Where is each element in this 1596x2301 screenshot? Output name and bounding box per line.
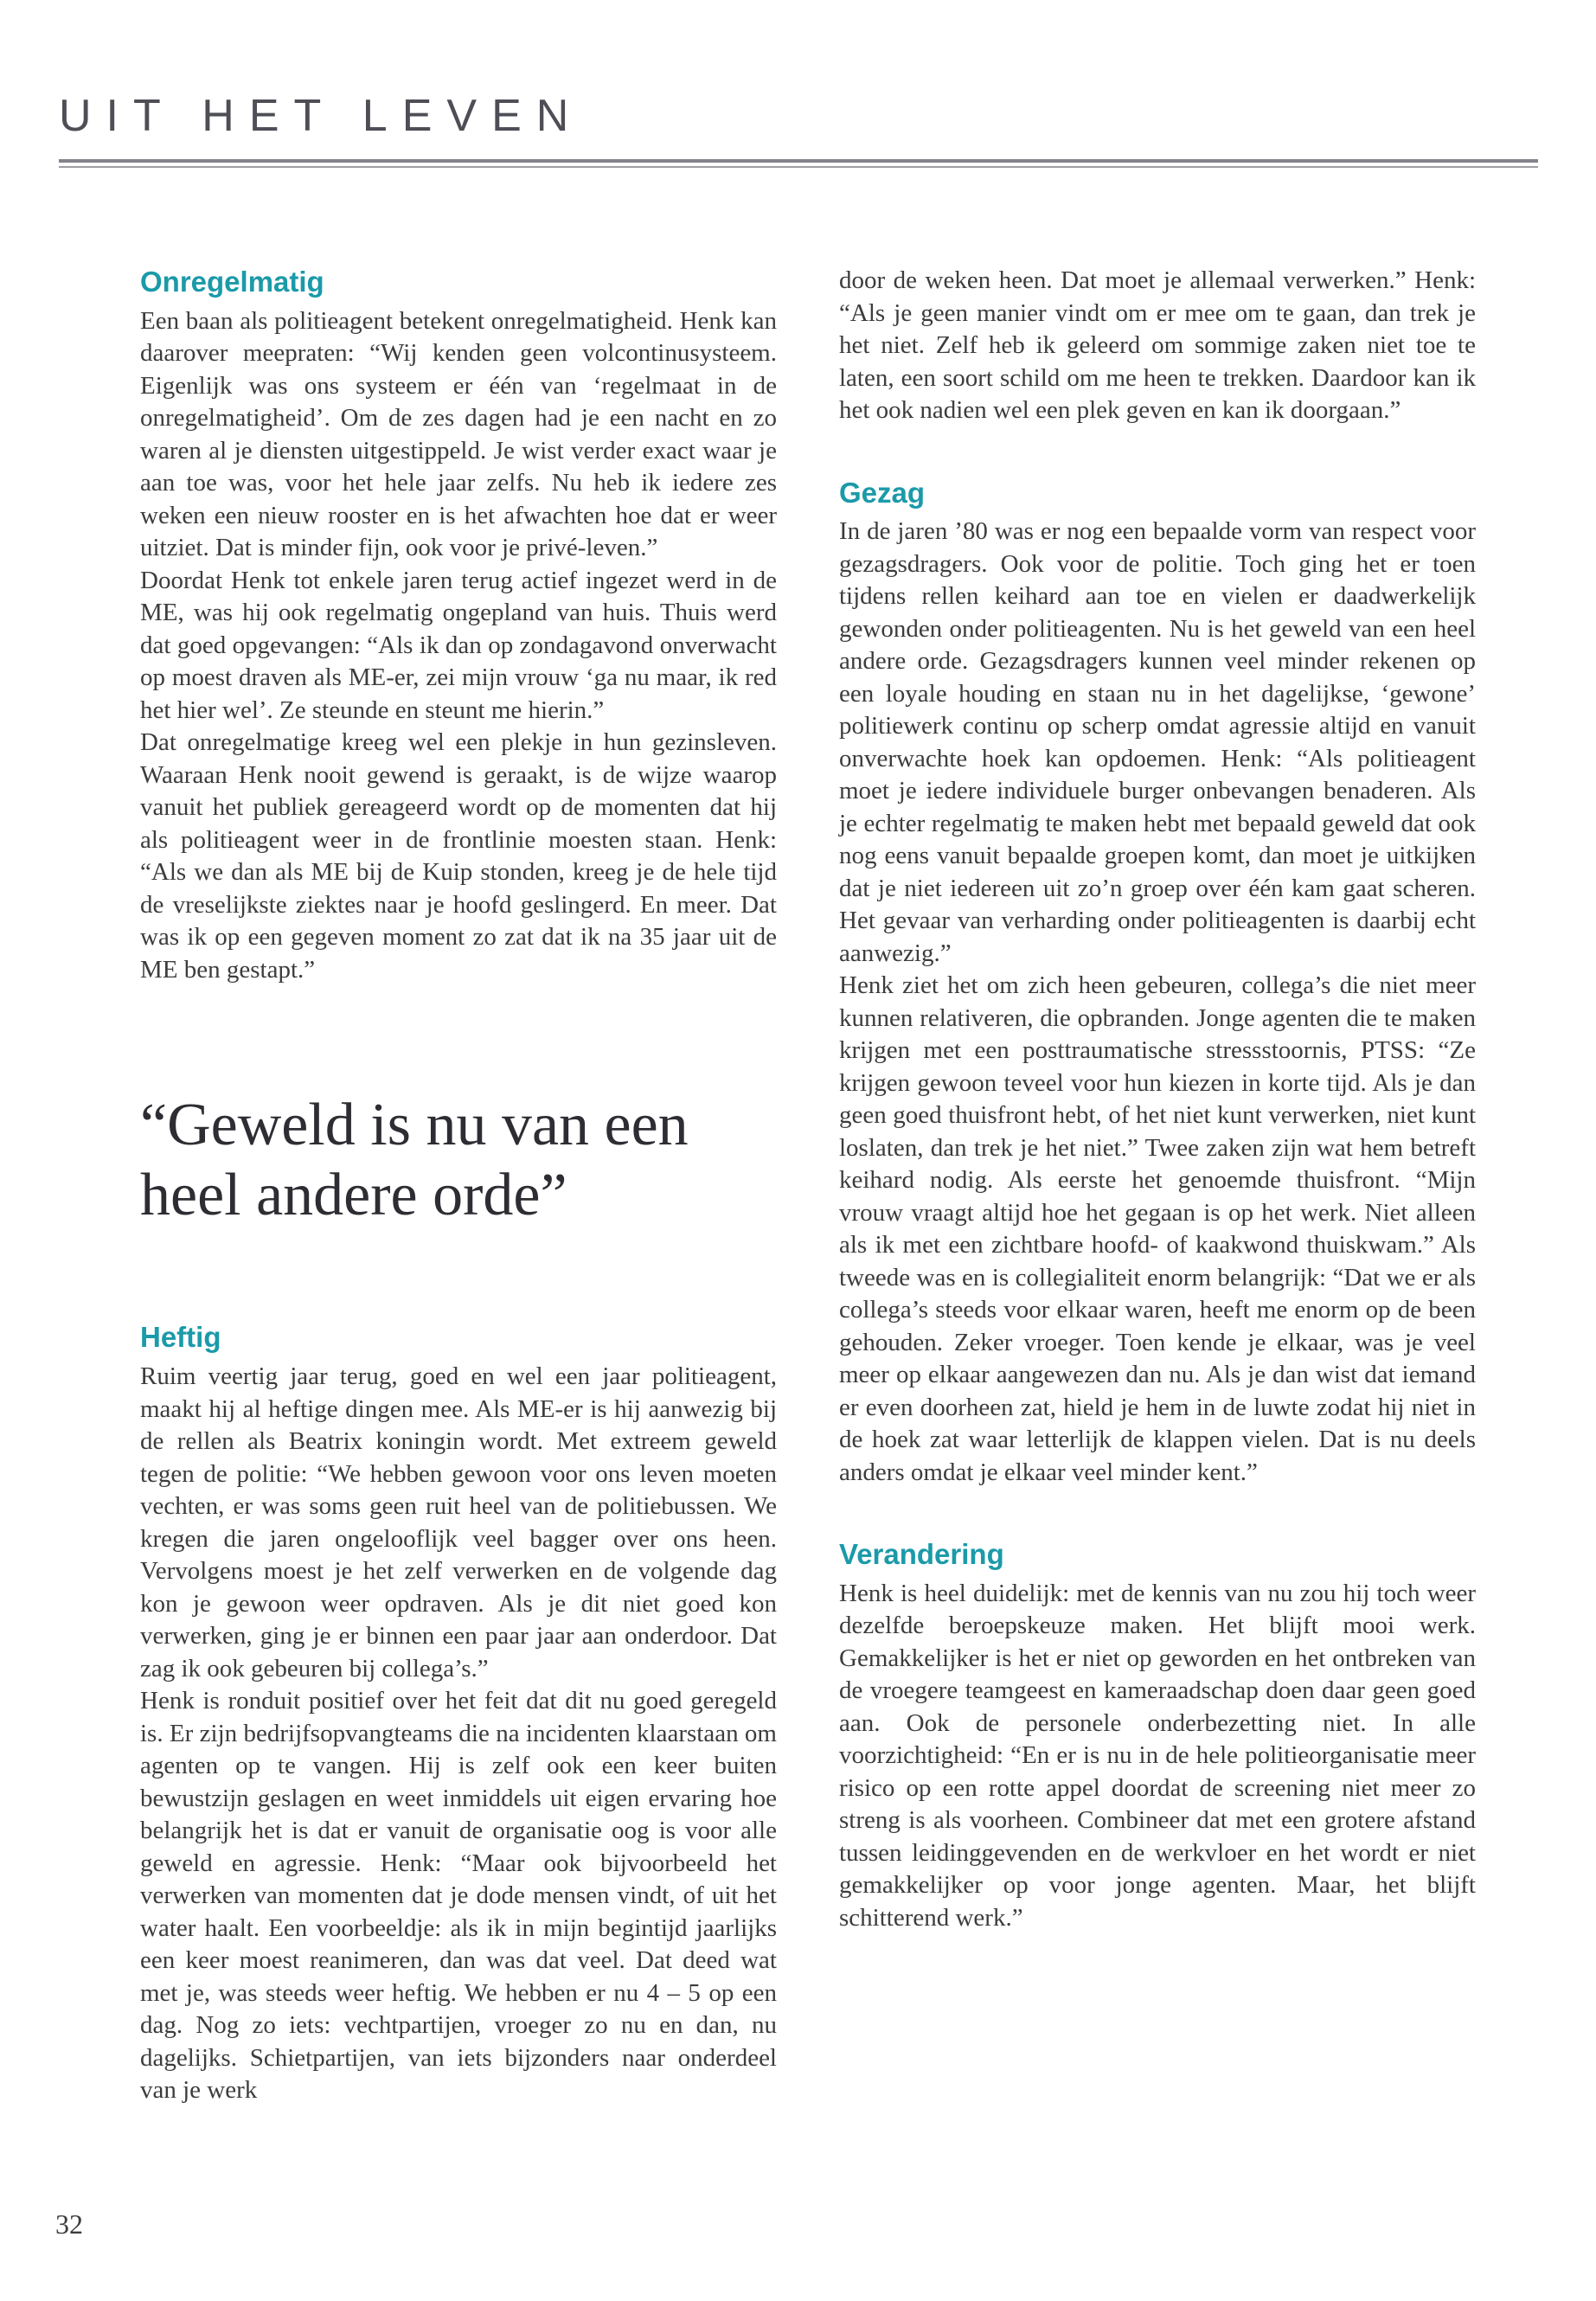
left-column bbox=[140, 265, 777, 2107]
section-onregelmatig bbox=[140, 265, 777, 986]
pull-quote-line: heel andere orde” bbox=[140, 1162, 567, 1229]
paragraph: Doordat Henk tot enkele jaren terug actief ingezet werd in de ME, was hij ook regelmatig ongepland van huis. Thuis werd dat goed opgevangen: “Als ik dan op zondagavond onverwacht op moest draven als ME-er, zei mijn vrouw ‘ga nu maar, ik red het hier wel’. Ze steunde en steunt me hierin.” bbox=[140, 566, 777, 724]
paragraph: Ruim veertig jaar terug, goed en wel een jaar politieagent, maakt hij al heftige dingen mee. Als ME-er is hij aanwezig bij de rellen als Beatrix koningin wordt. Met extreem geweld tegen de politie: “We hebben gewoon voor ons leven moeten vechten, er was soms geen ruit heel van de politiebussen. We kregen die jaren ongelooflijk veel bagger over ons heen. Vervolgens moest je het zelf verwerken en de volgende dag kon je gewoon weer opdraven. Als je dit niet goed kon verwerken, ging je er binnen een paar jaar aan onderdoor. Dat zag ik ook gebeuren bij collega’s.” bbox=[140, 1362, 777, 1682]
continuation-paragraph: door de weken heen. Dat moet je allemaal verwerken.” Henk: “Als je geen manier vindt om er mee om te gaan, dan trek je het niet. Zelf heb ik geleerd om sommige zaken niet toe te laten, een soort schild om me heen te trekken. Daardoor kan ik het ook nadien wel een plek geven en kan ik doorgaan.” bbox=[839, 266, 1476, 424]
paragraph: Henk is heel duidelijk: met de kennis van nu zou hij toch weer dezelfde beroepskeuze maken. Het blijft mooi werk. Gemakkelijker is het er niet op geworden en het ontbreken van de vroegere teamgeest en kameraadschap doen daar geen goed aan. Ook de personele onderbezetting niet. In alle voorzichtigheid: “En er is nu in de hele politieorganisatie meer risico op een rotte appel doordat de screening niet meer zo streng is als voorheen. Combineer dat met een grotere afstand tussen leidinggevenden en de werkvloer en het wordt er niet gemakkelijker op voor jonge agenten. Maar, het blijft schitterend werk.” bbox=[839, 1579, 1476, 1932]
page-number: 32 bbox=[55, 2208, 83, 2240]
page-title: UIT HET LEVEN bbox=[59, 91, 584, 141]
right-column bbox=[839, 265, 1476, 2107]
paragraph: Henk is ronduit positief over het feit dat dit nu goed geregeld is. Er zijn bedrijfsopvangteams die na incidenten klaarstaan om agenten op te vangen. Hij is zelf ook een keer buiten bewustzijn geslagen en weet inmiddels uit eigen ervaring hoe belangrijk het is dat er vanuit de organisatie oog is voor alle geweld en agressie. Henk: “Maar ook bijvoorbeeld het verwerken van momenten dat je dode mensen vindt, of uit het water haalt. Een voorbeeldje: als ik in mijn begintijd jaarlijks een keer moest reanimeren, dan was dat veel. Dat deed wat met je, was steeds weer heftig. We hebben er nu 4 – 5 op een dag. Nog zo iets: vechtpartijen, vroeger zo nu en dan, nu dagelijks. Schietpartijen, van iets bijzonders naar onderdeel van je werk bbox=[140, 1687, 777, 2105]
section-heading-onregelmatig: Onregelmatig bbox=[140, 266, 324, 298]
paragraph: In de jaren ’80 was er nog een bepaalde vorm van respect voor gezagsdragers. Ook voor de politie. Toch ging het er toen tijdens rellen keihard aan toe en vielen er daadwerkelijk gewonden onder politieagenten. Nu is het geweld van een heel andere orde. Gezagsdragers kunnen veel minder rekenen op een loyale houding en staan nu in het dagelijkse, ‘gewone’ politiewerk continu op scherp omdat agressie altijd en vanuit onverwachte hoek kan opdoemen. Henk: “Als politieagent moet je iedere individuele burger onbevangen benaderen. Als je echter regelmatig te maken hebt met bepaald geweld dat ook nog eens vanuit bepaalde groepen komt, dan moet je uitkijken dat je niet iedereen uit zo’n groep over één kam gaat scheren. Het gevaar van verharding onder politieagenten is daarbij echt aanwezig.” bbox=[839, 517, 1476, 967]
pull-quote bbox=[140, 1090, 777, 1230]
section-verandering bbox=[839, 1537, 1476, 1934]
section-gezag bbox=[839, 476, 1476, 1490]
header-divider-rule bbox=[59, 159, 1538, 168]
paragraph: Henk ziet het om zich heen gebeuren, collega’s die niet meer kunnen relativeren, die opbranden. Jonge agenten die te maken krijgen met een posttraumatische stressstoornis, PTSS: “Ze krijgen gewoon teveel voor hun kiezen in korte tijd. Als je dan geen goed thuisfront hebt, of het niet kunt verwerken, niet kunt loslaten, dan trek je het niet.” Twee zaken zijn wat hem betreft keihard nodig. Als eerste het genoemde thuisfront. “Mijn vrouw vraagt altijd hoe het gegaan is op het werk. Niet alleen als ik met een zichtbare hoofd- of kaakwond thuiskwam.” Als tweede was en is collegialiteit enorm belangrijk: “Dat we er als collega’s steeds voor elkaar waren, heeft me enorm op de been gehouden. Zeker vroeger. Toen kende je elkaar, was je veel meer op elkaar aangewezen dan nu. Als je dan wist dat iemand er even doorheen zat, hield je hem in de luwte zodat hij niet in de hoek zat waar letterlijk de klappen vielen. Dat is nu deels anders omdat je elkaar veel minder kent.” bbox=[839, 971, 1476, 1486]
masthead bbox=[0, 0, 1596, 141]
section-heading-gezag: Gezag bbox=[839, 476, 926, 509]
section-heading-heftig: Heftig bbox=[140, 1321, 221, 1354]
pull-quote-line: “Geweld is nu van een bbox=[140, 1092, 689, 1159]
paragraph: Dat onregelmatige kreeg wel een plekje in hun gezinsleven. Waaraan Henk nooit gewend is geraakt, is de wijze waarop vanuit het publiek gereageerd wordt op de momenten dat hij als politieagent weer in de frontlinie moesten staan. Henk: “Als we dan als ME bij de Kuip stonden, kreeg je de hele tijd de vreselijkste ziektes naar je hoofd geslingerd. En meer. Dat was ik op een gegeven moment zo zat dat ik na 35 jaar uit de ME ben gestapt.” bbox=[140, 728, 777, 984]
section-heading-verandering: Verandering bbox=[839, 1538, 1004, 1571]
article-body bbox=[140, 265, 1475, 2107]
section-heftig bbox=[140, 1320, 777, 2106]
paragraph: Een baan als politieagent betekent onregelmatigheid. Henk kan daarover meepraten: “Wij kenden geen volcontinusysteem. Eigenlijk was ons systeem er één van ‘regelmaat in de onregelmatigheid’. Om de zes dagen had je een nacht en zo waren al je diensten uitgestippeld. Je wist verder exact waar je aan toe was, voor het hele jaar zelfs. Nu heb ik iedere zes weken een nieuw rooster en is het afwachten hoe dat er weer uitziet. Dat is minder fijn, ook voor je privé-leven.” bbox=[140, 306, 777, 562]
